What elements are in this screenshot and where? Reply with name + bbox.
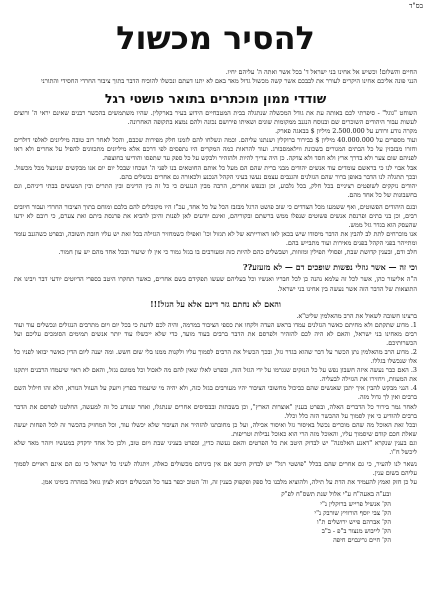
body-paragraph: וגם בענין שנקרא "דאנע האלמנה" יש לבדוק היטב את כל הפרטים והאם נעשה כדין, ובפרט בעניני שבת ויום טוב, ולכן כל אחד ידקדק במעשיו ויזהר מאד שלא ליכשל ח"ו. (14, 438, 417, 457)
body-paragraph: 3. האם כבר נעשה איזה חשבון נפש על כל הנזקים שנגרמו על ידי הגזל הזה, ובפרט לאלו שאין להם מה לאכול וכל ממונם נגזל, והאם לא ראוי שיעמדו הרבנים ויתקנו את המעוות, ויחזירו את הגזילה לבעליה. (14, 366, 417, 384)
body-paragraph: ועוד מספרים על 40.000.000 מיליון $ בבירור ברוקלין ושנתנו עליהם. וכמה ונשלחו להם לזמנו חלק מפירות שכבם, והכל לאחר רוב טובה מיליונים לאלפי דולרים וחזרו מבזבזין על כל הבתים המגורים בשכונת ווילאמסבורג. ועוד להראות כמה המקרים היו נתפסים לפי דרכם אלא מיליונים מתכוונים להפיל על אחרים ולא ראו לפניהם שום צער ולא בדרך ארץ ולא חסד ולא צדקה. כן היה צריך להיות ולהזהיר ולבקש על כל ספק עד שתפסו והודיעו בחוצפה. (14, 136, 417, 163)
article-body (14, 109, 417, 490)
article-section (14, 109, 417, 203)
signature-line: הק' אברהם פייש ירושלים ת"ו (316, 518, 391, 527)
body-paragraph: השוחט "גוגל" - סיפרתי לכם באותה עת את גודל המכשלה שנתגלה בבית המטבחיים הידוע בעיר בארקלין. שהיו משתמשים בהכשר רבנים שאינם יראי ה' ורוצים לעשות עבור היהודים השוכרים שם ובנוסח הנגנב ממקומות שונים ושאיתו פירושם נכונה ולהם נמצא בתקופה האחרונה. (14, 108, 417, 127)
body-paragraph: לאחר גמר בירור כל הדברים האלה, ובפרט בענין "אוצרות הארץ", וכן בשבתות ובבסיסים אחרים שנתגלו, ואחר שנודע כל זה למעשה, החלטנו לפרסם את הדבר ברבים להודיע כי אין לסמוך על ההכשר הזה כלל וכלל. (14, 402, 417, 420)
body-paragraph: אבל אבוי לנו כי בראשם עומדים עוד אנשים יהודים מבני ברית שהם הם מעל כל אותם החוטאים בנו לפני ה' ושכחו שבכל יום יום אנו מבקשים שנינצל מכל מכשול. ובכך תתגלה לנו הדבר באופן ברור שהם הגזלנים והגנבים עצמם נעשו בעיני הקהל הנכנע ולכאורה גם אחרים נכשלים בהם. (14, 163, 417, 181)
body-paragraph: חלב ודם, ובענין קדושת שבת, ופסולי תפילין ומזוזות, ושבשלים כהם להיות כזה ומעורבים בו בגזל גמור כי אין לו שיעור ובכל אחד מהם יש עון חמור. (58, 248, 417, 257)
article-section (14, 460, 417, 490)
body-paragraph: 4. הנני מבקש להבין איך יתכן שאנשים שהם כביכול מחשובי הציבור יהיו מעורבים בגזל כזה, ולא יהיה מי שיעמוד בפרץ ויזעק על העוול הנורא, הלא זהו חילול השם ברבים ואין לך גדול מזה. (14, 384, 417, 402)
body-paragraph: 1. מדוע שתקתם ולא מחיתם כאשר הגזלנים עמדו בראש העדה ולקחו את כספי הציבור במרמה, והיה לכם לדעת כי בכל יום ויום מתרבים הנגזלים ונכשלים עוד ועוד רבים מאחינו בני ישראל, והאם לא היה לכם להזהיר ולפרסם את הדבר ברבים בעוד מועד, כדי שלא ייכשלו עוד יותר אנשים תמימים הסומכים עליכם ועל הכשרותיכם. (14, 320, 417, 347)
body-paragraph: ברצינו חשובה לשאול את הרב מהאלמין שליט"א. (296, 311, 417, 320)
signature-line: ובע"ה באעה"ח ע"י אלול שנת תשס"ח לפ"ק (281, 490, 391, 499)
body-paragraph: אנו מוכרחים לתת לב להבין את הדבר מיסודו שיש בכאן לאו דאורייתא של לא תגזול וכו' ואפילו כשמחזיר הגזילה בכל זאת יש עליו חובת תשובה, ובפרט כשהגנב עומד ומתייהר בפני הקהל בפנים מאירות ועוד מתבייש בהם. (14, 230, 417, 248)
body-paragraph: 2. מדוע הרב מהאלמין נתן הכשר על דבר שהוא בגדר גזל, ובכך הכשיל את הרבים לסמוך עליו ולקנות ממנו בלי שום חשש. ומה יענה ליום הדין כאשר יבואו לפניו כל אלו שנכשלו בגללו. (14, 348, 417, 366)
body-paragraph: ובגם היהודים הפשוטים, ואף ששמעו מכל הצדדים כי שוב פושט הרגל מבזבז הכל על כל אחד, עכ"ז היו מקובלים להם בלבם ומוחם בתוך הציבור החרדי ועבור חיובים רבים, וכן בני בתים ופרנסת אנשים פשוטים שנפלו ממש ברשתם ובקוריהם, ואינם יודעים לאן לפנות והיכן להביא את פרנסת ביתם ואת צערם, כי רובם לא ידעו שהעסק הוא בגדר גזל ממש. (14, 202, 417, 230)
signature-block (14, 490, 417, 545)
signature-line: הק' חיים גרינבוים חיפה (333, 536, 391, 545)
section-heading: וכי זה — אשר גוזלי נפשות שופכים דם — לא מזעזע?? (242, 262, 417, 273)
body-paragraph: על כן חזק ואמץ להעמיד את הדת על תילה, ולהוציא מלבנו כל ספק ופקפוק בענין זה, וה' הטוב יכפר בעד כל הנכשלים ויבוא לציון גואל במהרה בימינו אמן. (41, 478, 417, 487)
article-section (14, 299, 417, 461)
intro-line: החיים והשלום! וכשיש אל אחינו בני ישראל ד' בכל אשר ואתה ה' עליהם יחיו. (225, 68, 417, 76)
intro-block (14, 68, 417, 86)
signature-line: הק' לייבוש מנצור ב"פ - ב"ב (321, 527, 391, 536)
signature-line: הק' צבי יוסף הורוויץ שורבק נ"י (314, 508, 391, 517)
section-spacer (14, 257, 417, 260)
body-paragraph: נשאר לנו להעיר, כי גם אחרים שהם בכלל "פושטי רגל" יש לבדוק היטב אם אין ביניהם מכשולים כאלה, ויתגלה לעיני כל ישראל כי גם הם אינם ראויים לסמוך עליהם בשום ענין. (14, 460, 417, 478)
page-corner-mark: בס"ד (409, 2, 423, 10)
article-section (14, 262, 417, 296)
body-paragraph: יהודים נוקקים לשופטים רציניים בכל חלק, בכל גלבוע, וכן ובנפש אחרים, הרבה מבין הנגעים כי כל זה בין הדינים ובין התרים ובין המעשים בבתי דיניהם, וגם בחשבונות של כל אחד מהם. (14, 181, 417, 199)
body-paragraph: ובכל זאת האוכל מה שהם מוכרים נכשל באיסור גזל ואיסור אכילה, ועל כן מחובתנו להזהיר את הציבור שלא יכשלו עוד, וכל המחזיק בהכשר זה לכל הפחות יעשה שאלת חכם קודם שיסמוך עליו, והאוכל מזה הרי הוא כאוכל נבילות וטריפות. (14, 420, 417, 438)
body-paragraph: מקרה נודע ורודע על 2.500.000 מיליון $ בבאגה פארק. (275, 127, 417, 136)
body-paragraph: ה"ה אליעזר כהן, אשר לכל זה עלמא נהנה כן לכל חבריו ואנשיו וכל בעליהם שעשו תפקידם בשם אחרים, כאשר תחקרו היטב בספרי הדיוטים יודעי דבר ויבינו את התוצאות של הדבר הזה אשר נעשה בין אחינו בני ישראל. (14, 275, 417, 293)
section-headline: שודדי ממון מוכתרים בתואר פושטי רגל (104, 91, 327, 107)
article-section (14, 203, 417, 261)
intro-line: הנני פונה אליכם אחינו היקרים לעורר את לבבכם אשר קשה מכשול גדול מאד באם לא יתנו דעתם ונכשלו להוכיח הדבר בתוך ציבור החרדי החסידי והתורני (40, 77, 417, 86)
page-title: להסיר מכשול (116, 19, 315, 57)
section-spacer (14, 294, 417, 297)
section-heading: והאם לא נחתם גזר דינם אלא על הגזל!!! (150, 298, 281, 309)
signature-line: הק' אנשיל פרייש ברוקלין נ"י (320, 499, 391, 508)
